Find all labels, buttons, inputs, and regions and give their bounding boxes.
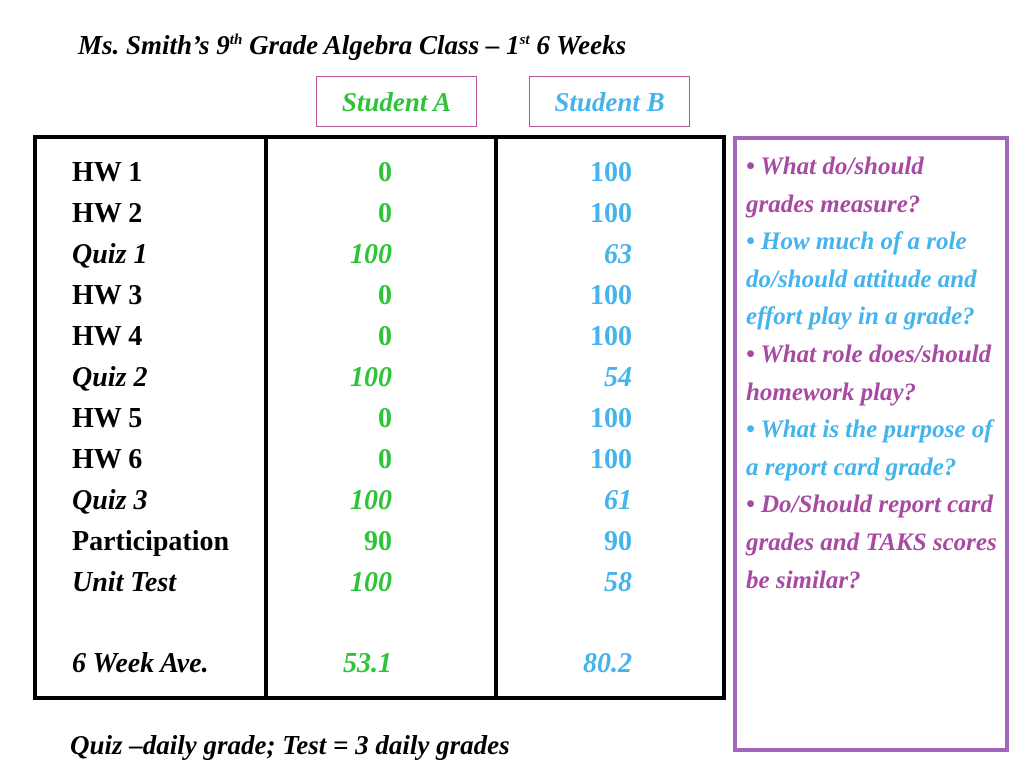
title-text-1: Ms. Smith’s 9 [78,30,230,60]
row-label: HW 1 [72,157,143,188]
row-label: HW 4 [72,321,143,352]
student-a-header: Student A [316,76,477,127]
discussion-questions-box [733,136,1009,752]
score-student-a: 100 [350,567,392,598]
average-student-a: 53.1 [343,648,392,679]
grading-note: Quiz –daily grade; Test = 3 daily grades [70,730,510,760]
score-student-a: 0 [378,403,392,434]
score-student-b: 100 [590,444,632,475]
score-student-b: 100 [590,198,632,229]
grades-table [33,135,726,700]
average-student-b: 80.2 [583,648,632,679]
score-student-b: 100 [590,403,632,434]
page-title [78,30,626,61]
question-item: • Do/Should report card grades and TAKS scores be similar? [746,491,997,594]
question-item: • How much of a role do/should attitude and effort play in a grade? [746,228,977,331]
score-student-b: 63 [604,239,632,270]
row-label: HW 5 [72,403,143,434]
question-item: • What role does/should homework play? [746,340,992,406]
row-label: Unit Test [72,567,176,598]
row-label: Quiz 1 [72,239,148,270]
column-divider [494,139,498,696]
score-student-a: 0 [378,198,392,229]
score-student-a: 0 [378,321,392,352]
score-student-b: 100 [590,321,632,352]
column-divider [264,139,268,696]
title-text-2: Grade Algebra Class – 1 [242,30,520,60]
row-label: HW 6 [72,444,143,475]
row-label: HW 2 [72,198,143,229]
score-student-a: 100 [350,485,392,516]
score-student-b: 58 [604,567,632,598]
score-student-b: 61 [604,485,632,516]
average-label: 6 Week Ave. [72,648,209,679]
question-item: • What is the purpose of a report card grade? [746,416,993,481]
title-text-3: 6 Weeks [529,30,627,60]
row-label: Participation [72,526,230,557]
score-student-b: 54 [604,362,632,393]
score-student-a: 0 [378,444,392,475]
row-label: Quiz 2 [72,362,148,393]
title-sup-2: st [519,32,530,48]
row-label: Quiz 3 [72,485,148,516]
score-student-b: 90 [604,526,632,557]
student-b-header: Student B [529,76,690,127]
score-student-a: 100 [350,362,392,393]
question-item: • What do/should grades measure? [746,153,924,218]
score-student-a: 0 [378,157,392,188]
row-label: HW 3 [72,280,143,311]
score-student-a: 0 [378,280,392,311]
title-sup-1: th [229,32,243,48]
score-student-a: 90 [364,526,392,557]
score-student-a: 100 [350,239,392,270]
score-student-b: 100 [590,280,632,311]
score-student-b: 100 [590,157,632,188]
